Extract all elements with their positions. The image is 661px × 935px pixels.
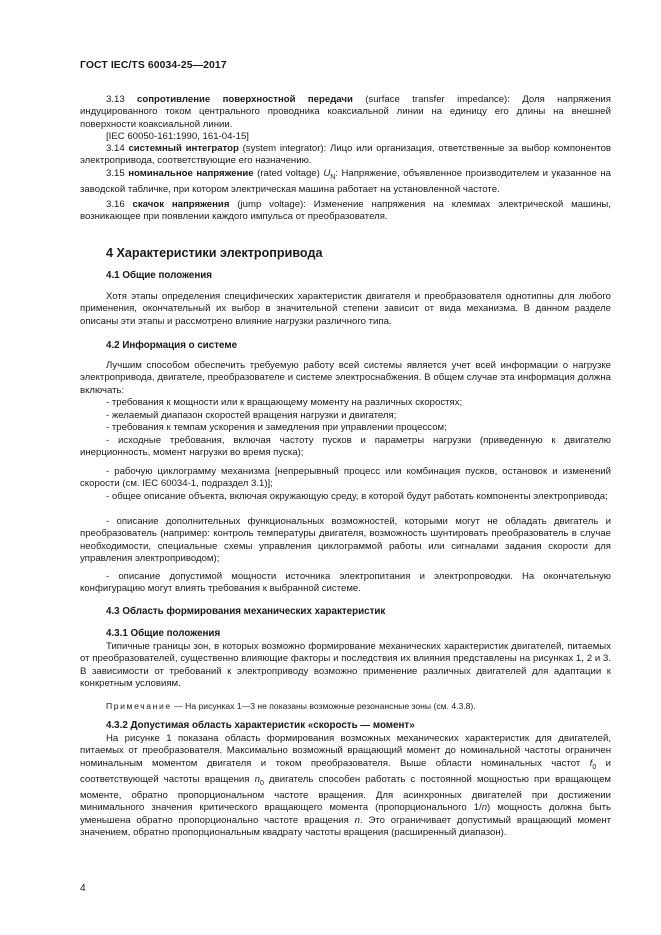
list-item: - описание дополнительных функциональных возможностей, которыми могут не обладать двигатель и преобразователь (например: контроль температуры двигателя, возможность шунтировать преобразователь в случае необходимости, специальные схемы управления циклограммой работы или сигналами задания скорости для управления электроприводом); <box>80 516 611 564</box>
list-item: - требования к темпам ускорения и замедления при управлении процессом; <box>106 422 447 433</box>
section-4-3-1-text: Типичные границы зон, в которых возможно формирование механических характеристик двигателей, питаемых от преобразователей, существенно влияющие факторы и последствия их влияния представлены на рисунках 1, 2 и 3. В зависимости от требований к электроприводу возможно применение различных двигателей для адаптации к конкретным условиям. <box>80 641 611 689</box>
definition-3-14 <box>80 143 611 168</box>
note-label: Примечание <box>106 701 172 711</box>
list-item: - желаемый диапазон скоростей вращения нагрузки и двигателя; <box>106 410 397 421</box>
section-4-1-heading: 4.1 Общие положения <box>106 270 213 281</box>
section-4-1-text: Хотя этапы определения специфических характеристик двигателя и преобразователя однотипны для любого применения, окончательный их выбор в значительной степени зависит от вида механизма. В данном разделе описаны эти этапы и рассмотрено влияние нагрузки различного типа. <box>80 291 611 327</box>
definition-3-13 <box>80 94 611 131</box>
def-number: 3.14 <box>106 143 125 154</box>
text-run: На рисунке 1 показана область формирования возможных механических характеристик для двигателей, питаемых от преобразователя. Максимально возможный вращающий момент до номинальной частоты ограничен номинальным моментом двигателя и током преобразователя. Выше области номинальных частот <box>80 733 611 769</box>
def-number: 3.15 <box>106 168 125 179</box>
text-run: и соответствующей частоты вращения <box>80 757 611 785</box>
standard-header: ГОСТ IEC/TS 60034-25—2017 <box>80 60 227 71</box>
section-4-3-heading: 4.3 Область формирования механических характеристик <box>106 606 386 617</box>
symbol-f: f <box>589 757 593 769</box>
section-4-3-2-heading: 4.3.2 Допустимая область характеристик «скорость — момент» <box>106 720 415 731</box>
definition-3-15 <box>80 168 611 197</box>
symbol-u-sub: N <box>330 173 336 181</box>
section-4-3-2-text <box>80 733 611 839</box>
def-term: номинальное напряжение <box>128 168 254 179</box>
def-term: системный интегратор <box>128 143 239 154</box>
page-number: 4 <box>80 883 86 894</box>
symbol-n: n <box>254 773 260 785</box>
symbol-u: U <box>323 168 331 179</box>
def-text: (jump voltage): Изменение напряжения на клеммах электрической машины, возникающее при появлении каждого импульса от преобразователя. <box>80 199 611 223</box>
def-number: 3.13 <box>106 94 125 105</box>
list-item: - описание допустимой мощности источника электропитания и электропроводки. На окончательную конфигурацию могут влиять требования к выбранной системе. <box>80 571 611 595</box>
def-text: : Напряжение, объявленное производителем и указанное на заводской табличке, при котором электрическая машина работает на установленной частоте. <box>80 168 611 196</box>
list-item: - рабочую циклограмму механизма [непрерывный процесс или комбинация пусков, остановок и изменений скорости (см. IEC 60034-1, подраздел 3.1)]; <box>80 466 611 490</box>
symbol-n: n <box>481 802 488 814</box>
def-term: сопротивление поверхностной передачи <box>137 94 353 105</box>
section-4-2-intro: Лучшим способом обеспечить требуемую работу всей системы является учет всей информации о нагрузке электропривода, двигателе, преобразователе и системе электроснабжения. В общем случае эта информация должна включать: <box>80 360 611 396</box>
symbol-f-sub: 0 <box>592 763 597 771</box>
list-item: - требования к мощности или к вращающему моменту на различных скоростях; <box>106 397 463 408</box>
symbol-n: n <box>354 814 360 826</box>
list-item: - общее описание объекта, включая окружающую среду, в которой будут работать компоненты электропривода; <box>106 491 608 502</box>
text-run: . Это ограничивает допустимый вращающий момент значением, обратно пропорциональным квадрату частоты вращения (расширенный диапазон). <box>80 814 612 838</box>
symbol-n-sub: 0 <box>259 779 264 787</box>
definition-reference: [IEC 60050-161:1990, 161-04-15] <box>106 131 249 142</box>
definition-3-16 <box>80 199 611 224</box>
text-run: ) мощность должна быть уменьшена обратно пропорционально частоте вращения <box>80 802 612 826</box>
note <box>106 701 476 711</box>
section-4-2-heading: 4.2 Информация о системе <box>106 340 238 351</box>
note-text: — На рисунках 1—3 не показаны возможные резонансные зоны (см. 4.3.8). <box>171 701 476 711</box>
def-text: (surface transfer impedance): Доля напряжения индуцированного током центрального проводника коаксиальной линии на единицу его длины на внешней поверхности коаксиальной линии. <box>80 94 611 130</box>
section-4-heading: 4 Характеристики электропривода <box>106 246 323 260</box>
text-run: двигатель способен работать с постоянной мощностью при вращающем моменте, обратно пропорциональном частоте вращения. Для асинхронных двигателей при достижении минимального значения критического вращающего момента (пропорционального 1/ <box>80 773 611 814</box>
section-4-3-1-heading: 4.3.1 Общие положения <box>106 628 221 639</box>
def-text: (rated voltage) <box>253 168 324 179</box>
list-item: - исходные требования, включая частоту пусков и параметры нагрузки (приведенную к двигателю инерционность, момент нагрузки во время пуска); <box>80 435 611 459</box>
def-number: 3.16 <box>106 199 125 210</box>
def-term: скачок напряжения <box>132 199 230 210</box>
def-text: (system integrator): Лицо или организация, ответственные за выбор компонентов электропривода, соответствующие его назначению. <box>80 143 611 167</box>
